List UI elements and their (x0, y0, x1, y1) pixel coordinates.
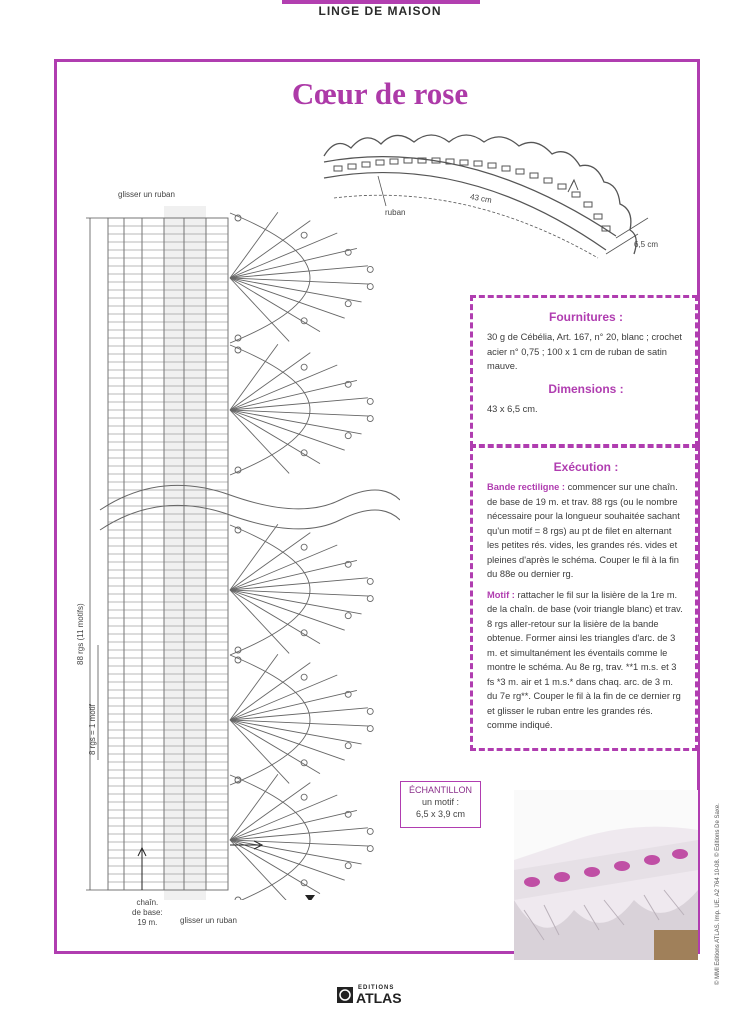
execution-heading: Exécution : (553, 460, 619, 474)
echantillon-box (400, 781, 481, 828)
ribbon-bottom-label: glisser un ruban (180, 916, 237, 925)
fournitures-box (470, 295, 698, 447)
rows-motif-label: 8 rgs = 1 motif (88, 704, 97, 755)
crochet-chart (80, 200, 400, 900)
chain-base-line-1: chaîn. (136, 898, 159, 907)
ruban-label: ruban (385, 208, 406, 217)
page-title: Cœur de rose (291, 76, 469, 111)
bande-paragraph (487, 480, 685, 582)
chain-base-line-2: de base: (132, 908, 163, 917)
bande-text: commencer sur une chaîn. de base de 19 m. et trav. 88 rgs (ou le nombre nécessaire pour la longueur souhaitée sachant qu'un motif = 8 rgs) au pt de filet en alternant les petites rés. vides, les grandes rés. vides et pleines d'après le schéma. Couper le fil à la fin du 88e ou dernier rg. (487, 482, 680, 579)
dimensions-text: 43 x 6,5 cm. (487, 403, 538, 414)
execution-box (470, 445, 698, 751)
lace-photo (514, 790, 698, 960)
echantillon-line-3: 6,5 x 3,9 cm (415, 809, 466, 819)
dimensions-heading: Dimensions : (548, 381, 624, 396)
ribbon-top-label: glisser un ruban (118, 190, 175, 199)
section-header: LINGE DE MAISON (318, 4, 442, 18)
width-label: 6,5 cm (634, 240, 659, 249)
chain-base-line-3: 19 m. (137, 918, 158, 927)
publisher-small: EDITIONS (358, 985, 395, 991)
atlas-logo-icon (336, 986, 354, 1004)
echantillon-line-2: un motif : (421, 797, 459, 807)
publisher-logo (336, 984, 412, 1006)
motif-title: Motif : (487, 589, 515, 600)
length-label: 43 cm (469, 192, 493, 205)
copyright-notice: © MMI Editions ATLAS. Imp. UE. A2 764 10-08. © Editions De Saxe. (715, 803, 721, 985)
motif-text: rattacher le fil sur la lisière de la 1re m. de la chaîn. de base (voir triangle blanc) et trav. 8 rgs aller-retour sur la lisière de la bande obtenue. Former ainsi les triangles d'arc. de 3 m. et simultanément les éventails comme le montre le schéma. Au 8e rg, trav. **1 m.s. et 3 fs *3 m. air et 1 m.s.* dans chaq. arc. de 3 m. du 7e rg**. Couper le fil à la fin de ce dernier rg et glisser le ruban entre les grandes rés. comme indiqué. (487, 589, 683, 730)
fournitures-heading: Fournitures : (549, 310, 623, 324)
motif-paragraph (487, 588, 685, 733)
publisher-big: ATLAS (356, 990, 402, 1006)
rows-total-label: 88 rgs (11 motifs) (76, 603, 85, 665)
fournitures-text: 30 g de Cébélia, Art. 167, n° 20, blanc ; crochet acier n° 0,75 ; 100 x 1 cm de ruban de satin mauve. (487, 332, 682, 371)
bande-title: Bande rectiligne : (487, 482, 566, 492)
chain-base-label (132, 898, 163, 928)
echantillon-title: ÉCHANTILLON (408, 785, 472, 795)
